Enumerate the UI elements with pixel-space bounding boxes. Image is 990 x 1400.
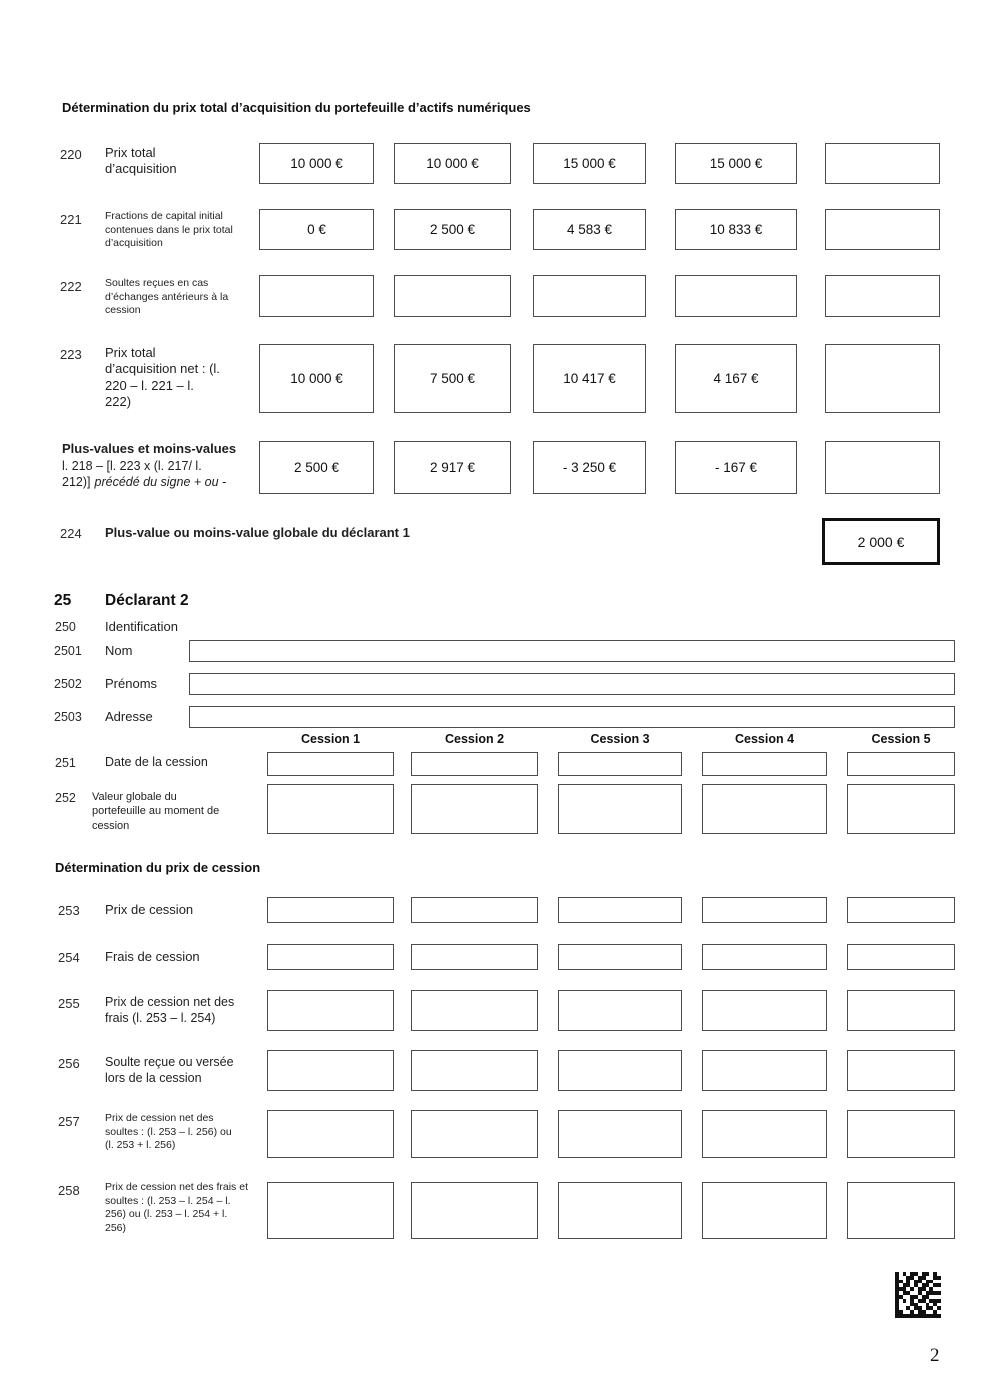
field-220-cession3[interactable]: 15 000 €	[533, 143, 646, 184]
line-224-label: Plus-value ou moins-value globale du déclarant 1	[105, 525, 410, 540]
field-221-cession2[interactable]: 2 500 €	[394, 209, 511, 250]
line-255-label: Prix de cession net des frais (l. 253 – l. 254)	[105, 995, 235, 1025]
field-220-cession5[interactable]	[825, 143, 940, 184]
field-221-cession1[interactable]: 0 €	[259, 209, 374, 250]
field-221-cession5[interactable]	[825, 209, 940, 250]
line-222-number: 222	[60, 279, 82, 294]
line-254-label: Frais de cession	[105, 949, 200, 964]
field-223-cession4[interactable]: 4 167 €	[675, 344, 797, 413]
field-256-cession3[interactable]	[558, 1050, 682, 1091]
field-223-cession1[interactable]: 10 000 €	[259, 344, 374, 413]
field-plusvalue-cession5[interactable]	[825, 441, 940, 494]
field-255-cession3[interactable]	[558, 990, 682, 1031]
field-254-cession1[interactable]	[267, 944, 394, 970]
line-252-number: 252	[55, 791, 76, 805]
field-252-cession5[interactable]	[847, 784, 955, 834]
field-253-cession5[interactable]	[847, 897, 955, 923]
field-251-cession5[interactable]	[847, 752, 955, 776]
field-222-cession4[interactable]	[675, 275, 797, 317]
column-header-cession3: Cession 3	[590, 732, 650, 746]
field-255-cession1[interactable]	[267, 990, 394, 1031]
line-257-number: 257	[58, 1114, 80, 1129]
field-255-cession5[interactable]	[847, 990, 955, 1031]
line-222-label: Soultes reçues en cas d’échanges antérieurs à la cession	[105, 277, 229, 317]
line-253-number: 253	[58, 903, 80, 918]
field-plusvalue-cession3[interactable]: - 3 250 €	[533, 441, 646, 494]
plus-values-label-bold: Plus-values et moins-values	[62, 441, 237, 456]
field-258-cession3[interactable]	[558, 1182, 682, 1239]
line-224-number: 224	[60, 526, 82, 541]
line-223-label: Prix total d’acquisition net : (l. 220 – l. 221 – l. 222)	[105, 345, 220, 409]
field-251-cession3[interactable]	[558, 752, 682, 776]
field-258-cession2[interactable]	[411, 1182, 538, 1239]
input-prenoms[interactable]	[189, 673, 955, 695]
field-252-cession3[interactable]	[558, 784, 682, 834]
line-2503-label: Adresse	[105, 709, 153, 724]
input-adresse[interactable]	[189, 706, 955, 728]
field-257-cession4[interactable]	[702, 1110, 827, 1158]
line-2501-number: 2501	[54, 644, 82, 658]
line-2502-number: 2502	[54, 677, 82, 691]
field-253-cession3[interactable]	[558, 897, 682, 923]
field-220-cession4[interactable]: 15 000 €	[675, 143, 797, 184]
field-224-global-result[interactable]: 2 000 €	[822, 518, 940, 565]
datamatrix-icon	[895, 1272, 941, 1318]
field-257-cession1[interactable]	[267, 1110, 394, 1158]
line-220-number: 220	[60, 147, 82, 162]
line-258-label: Prix de cession net des frais et soultes : (l. 253 – l. 254 – l. 256) ou (l. 253 – l. 254 + l. 256)	[105, 1181, 248, 1234]
line-223-number: 223	[60, 347, 82, 362]
line-254-number: 254	[58, 950, 80, 965]
field-251-cession1[interactable]	[267, 752, 394, 776]
section-acquisition-title: Détermination du prix total d’acquisition du portefeuille d’actifs numériques	[62, 100, 531, 115]
field-221-cession3[interactable]: 4 583 €	[533, 209, 646, 250]
field-256-cession4[interactable]	[702, 1050, 827, 1091]
line-250-label: Identification	[105, 619, 178, 634]
section-prix-cession-title: Détermination du prix de cession	[55, 860, 261, 875]
field-257-cession3[interactable]	[558, 1110, 682, 1158]
field-222-cession1[interactable]	[259, 275, 374, 317]
field-220-cession1[interactable]: 10 000 €	[259, 143, 374, 184]
field-223-cession2[interactable]: 7 500 €	[394, 344, 511, 413]
field-253-cession4[interactable]	[702, 897, 827, 923]
line-256-label: Soulte reçue ou versée lors de la cession	[105, 1055, 234, 1085]
field-255-cession4[interactable]	[702, 990, 827, 1031]
line-221-label: Fractions de capital initial contenues dans le prix total d’acquisition	[105, 210, 233, 250]
field-256-cession1[interactable]	[267, 1050, 394, 1091]
field-254-cession4[interactable]	[702, 944, 827, 970]
field-258-cession5[interactable]	[847, 1182, 955, 1239]
field-252-cession4[interactable]	[702, 784, 827, 834]
section-25-number: 25	[54, 592, 72, 609]
line-253-label: Prix de cession	[105, 902, 194, 917]
field-257-cession5[interactable]	[847, 1110, 955, 1158]
line-257-label: Prix de cession net des soultes : (l. 253 – l. 256) ou (l. 253 + l. 256)	[105, 1112, 232, 1152]
column-header-cession4: Cession 4	[734, 732, 795, 746]
line-250-number: 250	[55, 620, 76, 634]
line-2502-label: Prénoms	[105, 676, 158, 691]
line-256-number: 256	[58, 1056, 80, 1071]
field-221-cession4[interactable]: 10 833 €	[675, 209, 797, 250]
field-254-cession2[interactable]	[411, 944, 538, 970]
line-258-number: 258	[58, 1183, 80, 1198]
plus-values-sign-note: précédé du signe + ou -	[94, 475, 227, 490]
field-258-cession4[interactable]	[702, 1182, 827, 1239]
field-253-cession2[interactable]	[411, 897, 538, 923]
field-plusvalue-cession4[interactable]: - 167 €	[675, 441, 797, 494]
line-221-number: 221	[60, 212, 82, 227]
field-222-cession2[interactable]	[394, 275, 511, 317]
line-2501-label: Nom	[105, 643, 133, 658]
field-253-cession1[interactable]	[267, 897, 394, 923]
field-222-cession5[interactable]	[825, 275, 940, 317]
plus-values-label	[62, 441, 248, 490]
section-25-title: Déclarant 2	[105, 592, 189, 609]
field-256-cession5[interactable]	[847, 1050, 955, 1091]
field-255-cession2[interactable]	[411, 990, 538, 1031]
field-223-cession3[interactable]: 10 417 €	[533, 344, 646, 413]
field-252-cession2[interactable]	[411, 784, 538, 834]
input-nom[interactable]	[189, 640, 955, 662]
line-255-number: 255	[58, 996, 80, 1011]
line-220-label: Prix total d’acquisition	[105, 145, 177, 177]
column-header-cession2: Cession 2	[444, 732, 505, 746]
column-header-cession1: Cession 1	[300, 732, 361, 746]
line-251-label: Date de la cession	[105, 755, 208, 769]
plus-values-formula: l. 218 – [l. 223 x (l. 217/ l. 212)]	[62, 458, 202, 490]
field-252-cession1[interactable]	[267, 784, 394, 834]
line-252-label: Valeur globale du portefeuille au moment de cession	[92, 791, 220, 832]
field-251-cession4[interactable]	[702, 752, 827, 776]
field-220-cession2[interactable]: 10 000 €	[394, 143, 511, 184]
column-header-cession5: Cession 5	[871, 732, 931, 746]
field-plusvalue-cession1[interactable]: 2 500 €	[259, 441, 374, 494]
field-plusvalue-cession2[interactable]: 2 917 €	[394, 441, 511, 494]
field-251-cession2[interactable]	[411, 752, 538, 776]
page-number: 2	[930, 1345, 940, 1366]
field-256-cession2[interactable]	[411, 1050, 538, 1091]
line-2503-number: 2503	[54, 710, 82, 724]
field-223-cession5[interactable]	[825, 344, 940, 413]
field-258-cession1[interactable]	[267, 1182, 394, 1239]
field-222-cession3[interactable]	[533, 275, 646, 317]
field-254-cession3[interactable]	[558, 944, 682, 970]
field-254-cession5[interactable]	[847, 944, 955, 970]
field-257-cession2[interactable]	[411, 1110, 538, 1158]
line-251-number: 251	[55, 756, 76, 770]
